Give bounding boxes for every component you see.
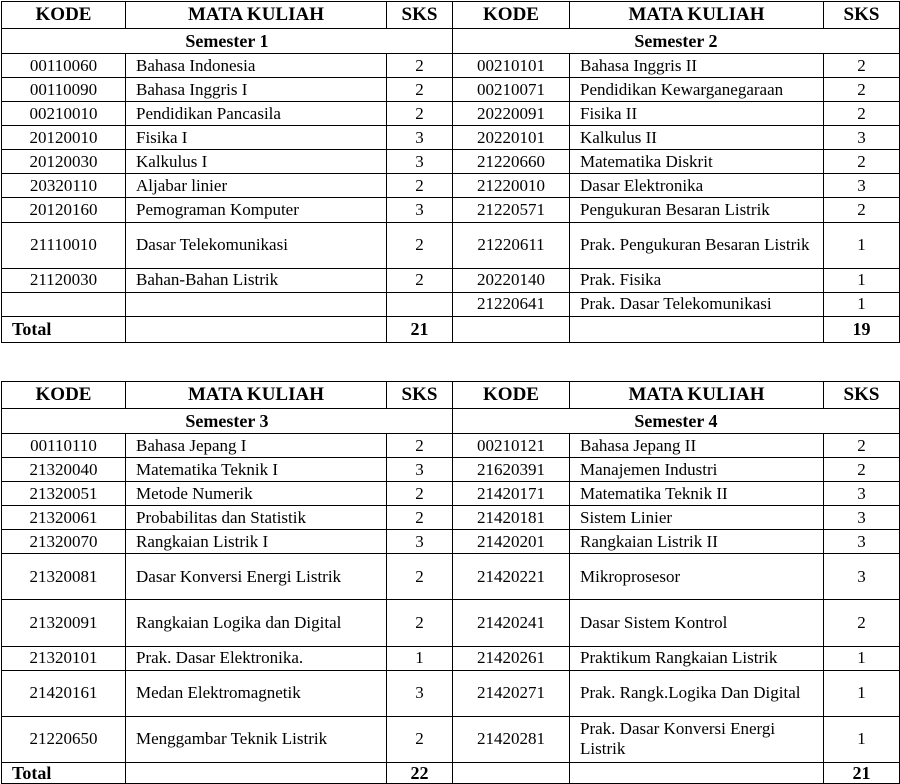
course-code: 21420261 <box>453 646 570 670</box>
header-mata-kuliah: MATA KULIAH <box>126 382 387 409</box>
course-code: 20220091 <box>453 102 570 126</box>
course-name: Medan Elektromagnetik <box>126 670 387 716</box>
course-code: 21420241 <box>453 600 570 646</box>
course-sks: 1 <box>387 646 453 670</box>
total-sks: 21 <box>824 762 900 783</box>
table-row <box>2 670 900 716</box>
total-sks: 22 <box>387 762 453 783</box>
total-empty <box>126 762 387 783</box>
course-name: Praktikum Rangkaian Listrik <box>570 646 824 670</box>
course-sks: 3 <box>387 458 453 482</box>
course-name: Pemograman Komputer <box>126 198 387 222</box>
table-row <box>2 174 900 198</box>
course-code: 21420201 <box>453 530 570 554</box>
table-row <box>2 434 900 458</box>
course-code: 21320040 <box>2 458 126 482</box>
course-code: 20120160 <box>2 198 126 222</box>
course-code: 00210101 <box>453 54 570 78</box>
course-name: Dasar Sistem Kontrol <box>570 600 824 646</box>
header-kode: KODE <box>2 382 126 409</box>
course-sks: 2 <box>387 482 453 506</box>
course-sks: 3 <box>824 530 900 554</box>
total-sks: 19 <box>824 316 900 342</box>
course-name: Sistem Linier <box>570 506 824 530</box>
course-sks: 1 <box>824 222 900 268</box>
course-name: Bahasa Jepang I <box>126 434 387 458</box>
course-name: Bahasa Inggris II <box>570 54 824 78</box>
course-code: 21320051 <box>2 482 126 506</box>
course-name: Probabilitas dan Statistik <box>126 506 387 530</box>
course-code: 00110090 <box>2 78 126 102</box>
table-row <box>2 716 900 762</box>
course-name: Prak. Dasar Telekomunikasi <box>570 292 824 316</box>
course-sks: 2 <box>824 78 900 102</box>
course-sks: 1 <box>824 268 900 292</box>
course-name: Rangkaian Listrik II <box>570 530 824 554</box>
course-name: Rangkaian Listrik I <box>126 530 387 554</box>
curriculum-table-sem-1-2 <box>1 1 900 343</box>
semester-title: Semester 3 <box>2 409 453 434</box>
course-name: Pendidikan Pancasila <box>126 102 387 126</box>
course-sks: 3 <box>824 174 900 198</box>
total-empty <box>453 762 570 783</box>
course-sks: 2 <box>387 434 453 458</box>
course-name: Bahasa Inggris I <box>126 78 387 102</box>
course-code: 21420171 <box>453 482 570 506</box>
course-code: 21120030 <box>2 268 126 292</box>
course-sks: 2 <box>824 54 900 78</box>
course-code: 00210121 <box>453 434 570 458</box>
course-name: Matematika Teknik I <box>126 458 387 482</box>
course-name: Fisika II <box>570 102 824 126</box>
course-code: 21420161 <box>2 670 126 716</box>
course-name: Prak. Fisika <box>570 268 824 292</box>
course-code: 21420281 <box>453 716 570 762</box>
table-row <box>2 222 900 268</box>
semester-title: Semester 2 <box>453 29 900 54</box>
total-sks: 21 <box>387 316 453 342</box>
total-row <box>2 762 900 783</box>
table-row <box>2 600 900 646</box>
course-name: Prak. Dasar Konversi Energi Listrik <box>570 716 824 762</box>
course-sks: 2 <box>387 600 453 646</box>
table-row <box>2 292 900 316</box>
table-row <box>2 150 900 174</box>
course-name: Manajemen Industri <box>570 458 824 482</box>
course-code: 21620391 <box>453 458 570 482</box>
course-name <box>126 292 387 316</box>
semester-title: Semester 4 <box>453 409 900 434</box>
course-name: Dasar Konversi Energi Listrik <box>126 554 387 600</box>
course-code: 00210010 <box>2 102 126 126</box>
course-name: Bahasa Jepang II <box>570 434 824 458</box>
course-sks: 3 <box>824 126 900 150</box>
header-sks: SKS <box>824 382 900 409</box>
course-sks: 2 <box>824 458 900 482</box>
course-name: Aljabar linier <box>126 174 387 198</box>
course-code <box>2 292 126 316</box>
course-name: Dasar Telekomunikasi <box>126 222 387 268</box>
course-sks: 2 <box>824 150 900 174</box>
course-sks: 3 <box>387 150 453 174</box>
table-row <box>2 126 900 150</box>
course-name: Matematika Teknik II <box>570 482 824 506</box>
course-name: Menggambar Teknik Listrik <box>126 716 387 762</box>
course-name: Dasar Elektronika <box>570 174 824 198</box>
total-empty <box>570 762 824 783</box>
course-sks: 1 <box>824 670 900 716</box>
course-sks: 3 <box>824 554 900 600</box>
total-row <box>2 316 900 342</box>
header-sks: SKS <box>824 2 900 29</box>
course-code: 00210071 <box>453 78 570 102</box>
course-code: 21220660 <box>453 150 570 174</box>
course-sks: 3 <box>824 506 900 530</box>
course-sks: 3 <box>387 530 453 554</box>
course-code: 20220140 <box>453 268 570 292</box>
course-code: 21320061 <box>2 506 126 530</box>
course-code: 21220650 <box>2 716 126 762</box>
header-row <box>2 2 900 29</box>
course-name: Mikroprosesor <box>570 554 824 600</box>
course-name: Prak. Rangk.Logika Dan Digital <box>570 670 824 716</box>
course-name: Kalkulus II <box>570 126 824 150</box>
course-name: Pendidikan Kewarganegaraan <box>570 78 824 102</box>
course-code: 21320091 <box>2 600 126 646</box>
table-row <box>2 458 900 482</box>
table-row <box>2 54 900 78</box>
table-row <box>2 78 900 102</box>
course-sks: 2 <box>824 434 900 458</box>
course-code: 21420181 <box>453 506 570 530</box>
course-code: 21220571 <box>453 198 570 222</box>
semester-row <box>2 29 900 54</box>
total-label: Total <box>2 316 126 342</box>
semester-title: Semester 1 <box>2 29 453 54</box>
course-code: 20120030 <box>2 150 126 174</box>
course-name: Kalkulus I <box>126 150 387 174</box>
course-sks: 2 <box>824 600 900 646</box>
course-name: Bahasa Indonesia <box>126 54 387 78</box>
course-sks: 1 <box>824 716 900 762</box>
course-name: Prak. Pengukuran Besaran Listrik <box>570 222 824 268</box>
course-code: 00110060 <box>2 54 126 78</box>
course-code: 21220611 <box>453 222 570 268</box>
table-row <box>2 102 900 126</box>
course-code: 21420221 <box>453 554 570 600</box>
total-empty <box>453 316 570 342</box>
table-row <box>2 646 900 670</box>
total-empty <box>126 316 387 342</box>
table-row <box>2 506 900 530</box>
course-sks: 2 <box>387 78 453 102</box>
course-name: Fisika I <box>126 126 387 150</box>
course-sks: 2 <box>824 198 900 222</box>
course-code: 20320110 <box>2 174 126 198</box>
course-name: Rangkaian Logika dan Digital <box>126 600 387 646</box>
course-name: Metode Numerik <box>126 482 387 506</box>
course-sks: 2 <box>387 554 453 600</box>
course-name: Bahan-Bahan Listrik <box>126 268 387 292</box>
course-code: 21220641 <box>453 292 570 316</box>
header-sks: SKS <box>387 2 453 29</box>
course-code: 00110110 <box>2 434 126 458</box>
header-mata-kuliah: MATA KULIAH <box>570 2 824 29</box>
table-row <box>2 268 900 292</box>
course-sks: 2 <box>387 222 453 268</box>
course-name: Matematika Diskrit <box>570 150 824 174</box>
table-row <box>2 198 900 222</box>
course-sks: 2 <box>824 102 900 126</box>
course-code: 21220010 <box>453 174 570 198</box>
course-sks: 3 <box>387 126 453 150</box>
course-sks: 2 <box>387 174 453 198</box>
table-row <box>2 482 900 506</box>
header-mata-kuliah: MATA KULIAH <box>126 2 387 29</box>
table-row <box>2 554 900 600</box>
semester-row <box>2 409 900 434</box>
course-sks <box>387 292 453 316</box>
course-code: 21320081 <box>2 554 126 600</box>
header-kode: KODE <box>453 2 570 29</box>
course-sks: 2 <box>387 268 453 292</box>
course-sks: 2 <box>387 102 453 126</box>
curriculum-table-sem-3-4 <box>1 381 900 784</box>
course-sks: 3 <box>387 198 453 222</box>
header-mata-kuliah: MATA KULIAH <box>570 382 824 409</box>
header-sks: SKS <box>387 382 453 409</box>
header-row <box>2 382 900 409</box>
course-sks: 1 <box>824 646 900 670</box>
course-sks: 2 <box>387 54 453 78</box>
course-sks: 3 <box>824 482 900 506</box>
course-code: 21110010 <box>2 222 126 268</box>
header-kode: KODE <box>453 382 570 409</box>
course-code: 20120010 <box>2 126 126 150</box>
course-code: 21420271 <box>453 670 570 716</box>
course-sks: 2 <box>387 506 453 530</box>
course-code: 21320070 <box>2 530 126 554</box>
total-label: Total <box>2 762 126 783</box>
header-kode: KODE <box>2 2 126 29</box>
course-code: 21320101 <box>2 646 126 670</box>
course-sks: 3 <box>387 670 453 716</box>
course-sks: 1 <box>824 292 900 316</box>
table-row <box>2 530 900 554</box>
course-name: Pengukuran Besaran Listrik <box>570 198 824 222</box>
course-name: Prak. Dasar Elektronika. <box>126 646 387 670</box>
total-empty <box>570 316 824 342</box>
course-code: 20220101 <box>453 126 570 150</box>
course-sks: 2 <box>387 716 453 762</box>
